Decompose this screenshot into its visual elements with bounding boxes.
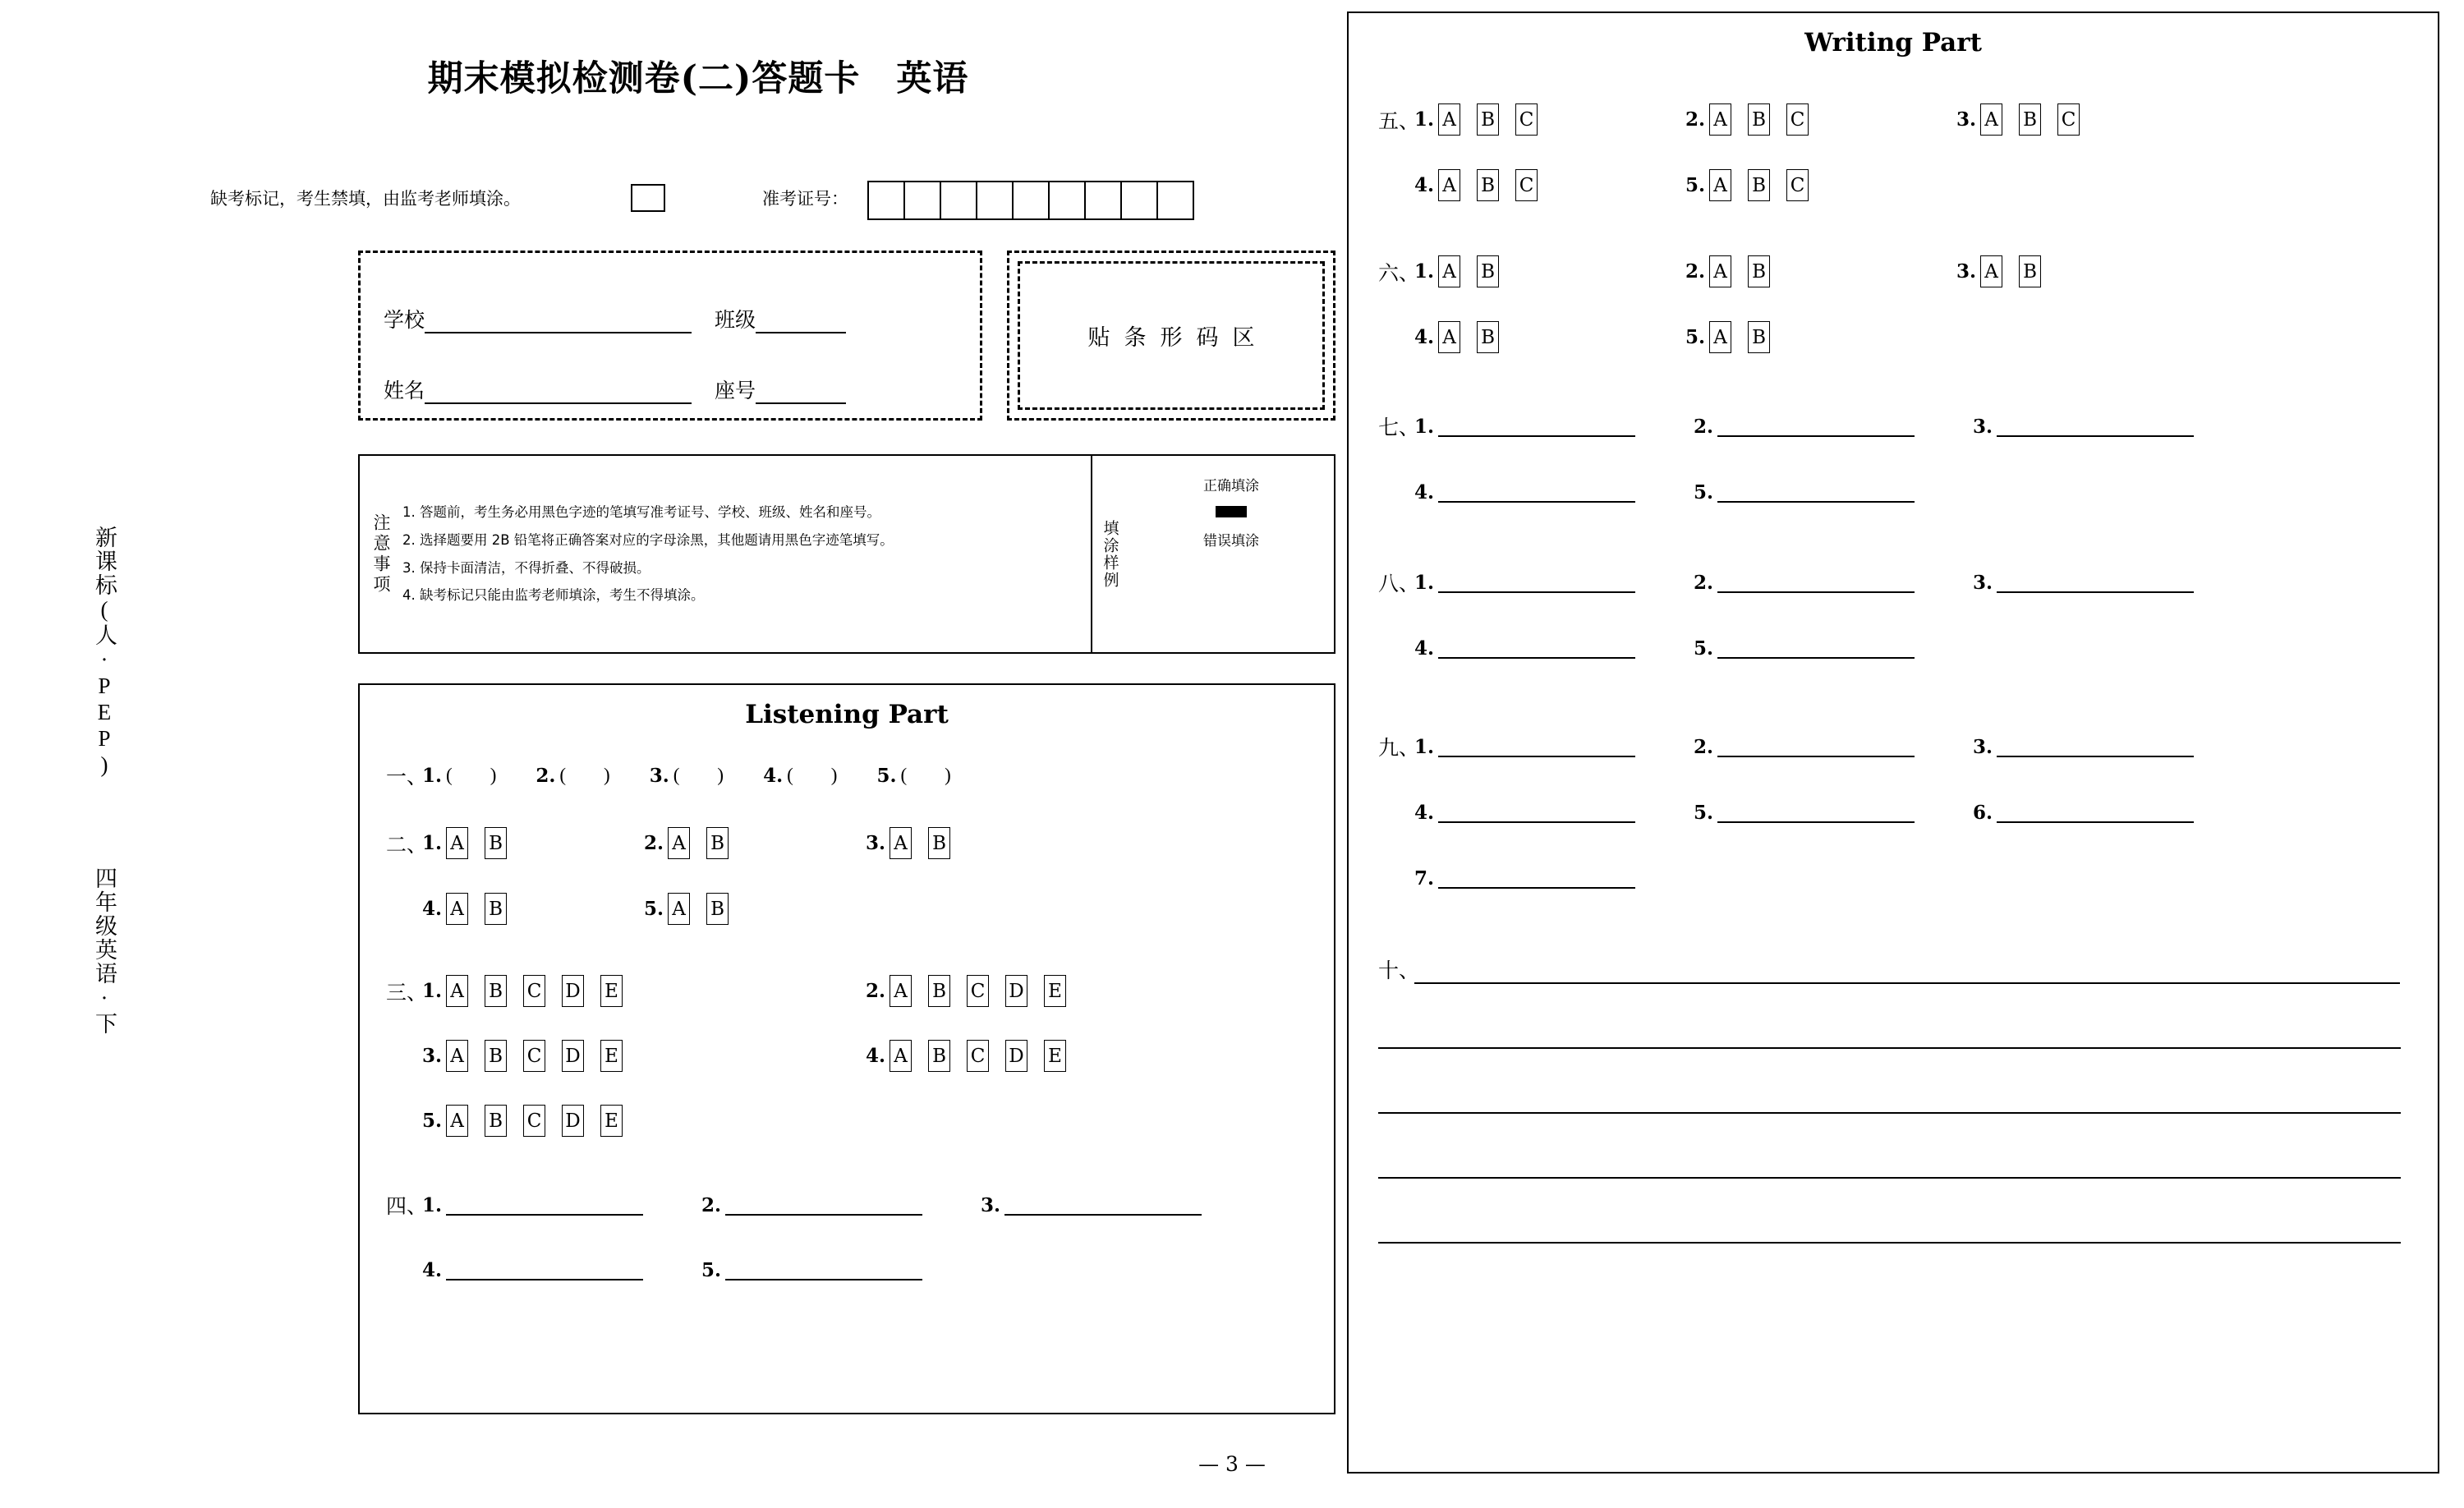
section-marker: 十、 [1378,959,1420,982]
answer-blank-line[interactable] [1717,802,1915,823]
option-bubble-d[interactable]: D [1005,975,1027,1007]
instruction-item: 4. 缺考标记只能由监考老师填涂，考生不得填涂。 [402,587,705,604]
section-marker: 四、 [386,1194,428,1218]
section-marker: 七、 [1378,416,1420,439]
ticket-number-cell[interactable] [941,182,977,218]
ticket-number-cell[interactable] [1086,182,1122,218]
writing-section-9-row-1 [1378,732,2252,761]
option-bubble-b[interactable]: B [706,893,729,925]
option-bubble-a[interactable]: A [1980,255,2002,287]
question-item [422,975,866,1007]
option-bubble-c[interactable]: C [523,975,545,1007]
option-bubble-c[interactable]: C [2057,103,2080,136]
question-number: 4. [1414,480,1435,503]
option-bubble-b[interactable]: B [1477,321,1499,353]
option-bubble-c[interactable]: C [523,1105,545,1137]
question-item [701,1194,981,1216]
question-number: 5. [422,1110,443,1132]
question-item [1973,802,2252,824]
essay-section-header [1378,949,2409,984]
question-number: 1. [422,980,443,1002]
question-item [1685,255,1956,287]
option-bubble-b[interactable]: B [706,827,729,859]
meta-row [210,182,1229,218]
option-bubble-a[interactable]: A [890,1040,912,1072]
question-item [1414,736,1694,758]
absent-mark-checkbox[interactable] [631,184,665,212]
option-bubble-b[interactable]: B [485,975,507,1007]
instruction-item: 1. 答题前，考生务必用黑色字迹的笔填写准考证号、学校、班级、姓名和座号。 [402,503,880,520]
question-number: 5. [644,898,664,920]
option-bubble-b[interactable]: B [928,827,950,859]
question-number: 5. [1694,801,1714,824]
question-item [1414,481,1694,503]
question-number: 2. [536,764,556,787]
option-bubble-a[interactable]: A [1709,255,1731,287]
option-bubble-a[interactable]: A [1438,255,1460,287]
writing-section-9-row-2 [1378,798,2252,827]
option-bubble-d[interactable]: D [562,1040,584,1072]
answer-blank-line[interactable] [1997,572,2194,593]
option-bubble-b[interactable]: B [485,1040,507,1072]
question-number: 4. [763,764,784,787]
option-bubble-a[interactable]: A [446,1105,468,1137]
section-marker: 八、 [1378,572,1420,595]
question-item [1973,572,2252,594]
option-bubble-b[interactable]: B [2019,255,2041,287]
listening-section-2-row-2 [386,893,866,925]
option-bubble-a[interactable]: A [1438,321,1460,353]
absent-mark-note: 缺考标记，考生禁填，由监考老师填涂。 [210,189,521,209]
question-number: 3. [866,832,886,854]
answer-blank-line[interactable] [1997,416,2194,437]
question-item [1414,572,1694,594]
option-bubble-b[interactable]: B [485,1105,507,1137]
option-bubble-b[interactable]: B [1748,103,1770,136]
option-bubble-a[interactable]: A [1438,169,1460,201]
option-bubble-e[interactable]: E [600,1105,623,1137]
student-info-box [358,251,982,421]
question-item [1414,637,1694,660]
answer-blank-line[interactable] [1438,572,1635,593]
fill-sample-vertical-label: 填涂样例 [1101,519,1119,589]
name-label: 姓名 [384,379,425,402]
question-item [422,827,644,859]
spine-subject-label: 四年级英语·下 [92,867,117,1036]
listening-section-3-row-2 [386,1040,1309,1072]
writing-part-panel [1347,11,2439,1474]
ticket-number-cell[interactable] [1158,182,1193,218]
option-bubble-a[interactable]: A [1709,321,1731,353]
listening-part-panel [358,683,1335,1414]
listening-section-3-row-1 [386,975,1309,1007]
barcode-area-label: 贴条形码区 [1087,325,1269,351]
option-bubble-a[interactable]: A [668,827,690,859]
answer-blank-line[interactable] [1717,637,1915,659]
option-bubble-c[interactable]: C [1515,103,1538,136]
answer-blank-line[interactable] [1717,481,1915,503]
option-bubble-b[interactable]: B [928,975,950,1007]
question-number: 4. [422,898,443,920]
instructions-vertical-label: 注意事项 [371,513,391,595]
question-item [1414,103,1685,136]
paren-open: ( [559,765,567,785]
school-label: 学校 [384,308,425,332]
answer-blank-line[interactable] [1438,736,1635,757]
answer-blank-line[interactable] [1438,637,1635,659]
seat-input[interactable] [756,381,846,404]
answer-blank-line[interactable] [1717,572,1915,593]
question-item [1685,321,1956,353]
question-number: 4. [1414,637,1435,660]
wrong-fill-label: 错误填涂 [1203,533,1259,549]
answer-blank-line[interactable] [1717,736,1915,757]
paren-open: ( [787,765,793,785]
question-item [422,1040,866,1072]
question-number: 3. [1956,260,1977,283]
writing-part-heading: Writing Part [1804,28,1982,57]
writing-section-5-row-2 [1378,169,1956,201]
answer-blank-line[interactable] [1438,416,1635,437]
question-item [536,765,611,787]
section-marker: 九、 [1378,736,1420,760]
question-number: 1. [1414,108,1435,131]
question-item [1973,416,2252,438]
correct-fill-mark-icon [1216,506,1247,517]
question-number: 2. [701,1193,722,1216]
option-bubble-b[interactable]: B [1748,169,1770,201]
essay-line[interactable] [1378,1114,2401,1179]
question-number: 2. [1685,260,1706,283]
listening-section-1-row-1 [386,761,991,790]
instructions-left [360,456,1092,652]
question-item [866,827,1087,859]
writing-section-7-row-2 [1378,477,1973,507]
question-item [701,1259,981,1281]
writing-section-6-row-1 [1378,255,2227,287]
question-item [1694,637,1973,660]
question-item [981,1194,1260,1216]
option-bubble-c[interactable]: C [1786,169,1809,201]
ticket-number-cell[interactable] [1050,182,1086,218]
question-item [644,827,866,859]
question-item [1414,255,1685,287]
school-class-row [384,304,958,333]
question-item [1694,416,1973,438]
instruction-item: 3. 保持卡面清洁，不得折叠、不得破损。 [402,559,650,576]
essay-line[interactable] [1414,949,2400,984]
question-number: 4. [422,1258,443,1281]
class-label: 班级 [715,308,756,332]
page-footer [0,1452,2464,1476]
option-bubble-a[interactable]: A [446,893,468,925]
page-number: — 3 — [1198,1452,1266,1476]
question-number: 1. [1414,571,1435,594]
question-item [1685,169,1956,201]
option-bubble-c[interactable]: C [967,975,989,1007]
option-bubble-e[interactable]: E [600,1040,623,1072]
answer-blank-line[interactable] [1438,867,1635,889]
writing-section-7-row-1 [1378,411,2252,441]
question-item [1956,255,2227,287]
question-item [644,893,866,925]
question-item [422,1194,701,1216]
question-item [1414,416,1694,438]
ticket-number-cell[interactable] [1122,182,1158,218]
option-bubble-a[interactable]: A [1709,169,1731,201]
question-number: 1. [422,832,443,854]
question-item [650,765,725,787]
essay-line[interactable] [1378,1179,2401,1244]
answer-blank-line[interactable] [1438,481,1635,503]
question-item [1694,736,1973,758]
listening-section-4-row-2 [386,1255,981,1285]
option-bubble-b[interactable]: B [1477,169,1499,201]
listening-section-3-row-3 [386,1105,866,1137]
instruction-item: 2. 选择题要用 2B 铅笔将正确答案对应的字母涂黑，其他题请用黑色字迹笔填写。 [402,531,894,548]
option-bubble-d[interactable]: D [1005,1040,1027,1072]
section-marker: 一、 [386,765,428,788]
question-number: 2. [1694,735,1714,758]
option-bubble-c[interactable]: C [1515,169,1538,201]
option-bubble-c[interactable]: C [1786,103,1809,136]
option-bubble-a[interactable]: A [890,975,912,1007]
paren-open: ( [673,765,680,785]
paren-close: ) [830,765,838,785]
writing-section-8-row-2 [1378,633,1973,663]
question-item [1694,481,1973,503]
question-number: 3. [422,1045,443,1067]
ticket-number-cell[interactable] [977,182,1014,218]
question-number: 1. [1414,260,1435,283]
answer-blank-line[interactable] [1004,1194,1202,1216]
option-bubble-a[interactable]: A [890,827,912,859]
question-item [1414,867,1694,890]
school-input[interactable] [425,310,692,333]
question-item [422,1259,701,1281]
question-number: 1. [1414,415,1435,438]
question-number: 5. [701,1258,722,1281]
question-item [1685,103,1956,136]
option-bubble-e[interactable]: E [600,975,623,1007]
answer-blank-line[interactable] [725,1194,922,1216]
question-item [422,893,644,925]
listening-section-4-row-1 [386,1190,1260,1220]
question-number: 7. [1414,867,1435,890]
listening-section-2-row-1 [386,827,1087,859]
question-number: 5. [876,764,897,787]
question-number: 4. [1414,326,1435,348]
instructions-box [358,454,1335,654]
option-bubble-b[interactable]: B [2019,103,2041,136]
question-item [1956,103,2227,136]
question-number: 1. [1414,735,1435,758]
answer-blank-line[interactable] [1997,802,2194,823]
paren-open: ( [900,765,908,785]
question-item [1694,802,1973,824]
paren-close: ) [604,765,610,785]
option-bubble-a[interactable]: A [1709,103,1731,136]
correct-fill-label: 正确填涂 [1203,478,1259,494]
question-item [422,1105,866,1137]
option-bubble-b[interactable]: B [1477,255,1499,287]
page-title: 期末模拟检测卷(二)答题卡 英语 [427,58,969,99]
option-bubble-c[interactable]: C [523,1040,545,1072]
answer-blank-line[interactable] [1438,802,1635,823]
writing-section-8-row-1 [1378,568,2252,597]
option-bubble-c[interactable]: C [967,1040,989,1072]
option-bubble-b[interactable]: B [928,1040,950,1072]
ticket-number-label: 准考证号： [762,189,848,209]
section-marker: 五、 [1378,108,1420,133]
option-bubble-b[interactable]: B [485,893,507,925]
question-number: 2. [866,980,886,1002]
question-item [1694,572,1973,594]
section-marker: 三、 [386,980,428,1005]
answer-blank-line[interactable] [446,1194,643,1216]
essay-line[interactable] [1378,984,2401,1049]
question-number: 5. [1685,326,1706,348]
option-bubble-b[interactable]: B [1477,103,1499,136]
ticket-number-cell[interactable] [1014,182,1050,218]
option-bubble-a[interactable]: A [446,1040,468,1072]
question-item [876,765,952,787]
paren-open: ( [446,765,453,785]
question-number: 2. [1694,571,1714,594]
name-seat-row [384,375,958,404]
option-bubble-e[interactable]: E [1044,1040,1066,1072]
essay-line[interactable] [1378,1049,2401,1114]
writing-section-9-row-3 [1378,863,1694,893]
fill-sample-area [1092,456,1334,652]
question-number: 3. [1973,735,1993,758]
writing-section-5-row-1 [1378,103,2227,136]
question-number: 3. [1956,108,1977,131]
seat-label: 座号 [715,379,756,402]
answer-blank-line[interactable] [1717,416,1915,437]
paren-close: ) [717,765,724,785]
spine-edition-label: 新课标(人·PEP) [92,526,117,779]
barcode-inner-frame [1018,261,1325,410]
question-number: 4. [866,1045,886,1067]
writing-section-10-essay [1378,949,2409,1244]
option-bubble-a[interactable]: A [1438,103,1460,136]
option-bubble-d[interactable]: D [562,1105,584,1137]
listening-part-heading: Listening Part [745,700,949,729]
answer-blank-line[interactable] [1997,736,2194,757]
ticket-number-cell[interactable] [869,182,905,218]
ticket-number-input[interactable] [867,181,1194,220]
question-number: 2. [644,832,664,854]
question-number: 3. [1973,415,1993,438]
option-bubble-a[interactable]: A [446,827,468,859]
left-column [164,0,1269,1508]
question-number: 5. [1694,480,1714,503]
paren-close: ) [945,765,951,785]
option-bubble-a[interactable]: A [446,975,468,1007]
option-bubble-b[interactable]: B [1748,255,1770,287]
question-number: 5. [1685,174,1706,196]
fill-sample-body [1129,456,1334,652]
question-number: 5. [1694,637,1714,660]
question-item [1414,169,1685,201]
question-item [1414,321,1685,353]
barcode-area [1007,251,1335,421]
question-item [1973,736,2252,758]
question-number: 3. [981,1193,1001,1216]
question-number: 1. [422,764,443,787]
question-number: 1. [422,1193,443,1216]
question-number: 2. [1694,415,1714,438]
name-input[interactable] [425,381,692,404]
class-input[interactable] [756,310,846,333]
answer-blank-line[interactable] [446,1259,643,1280]
ticket-number-cell[interactable] [905,182,941,218]
option-bubble-a[interactable]: A [1980,103,2002,136]
paren-close: ) [490,765,497,785]
question-item [763,765,839,787]
writing-section-6-row-2 [1378,321,1956,353]
question-number: 6. [1973,801,1993,824]
section-marker: 二、 [386,832,428,857]
question-number: 3. [1973,571,1993,594]
question-item [422,765,498,787]
question-number: 4. [1414,801,1435,824]
question-item [866,975,1309,1007]
question-number: 2. [1685,108,1706,131]
question-item [1414,802,1694,824]
question-number: 3. [649,764,669,787]
option-bubble-b[interactable]: B [485,827,507,859]
question-item [866,1040,1309,1072]
answer-blank-line[interactable] [725,1259,922,1280]
section-marker: 六、 [1378,260,1420,285]
instructions-list [402,456,1091,652]
option-bubble-a[interactable]: A [668,893,690,925]
option-bubble-e[interactable]: E [1044,975,1066,1007]
option-bubble-b[interactable]: B [1748,321,1770,353]
spine [0,0,164,1508]
option-bubble-d[interactable]: D [562,975,584,1007]
question-number: 4. [1414,174,1435,196]
